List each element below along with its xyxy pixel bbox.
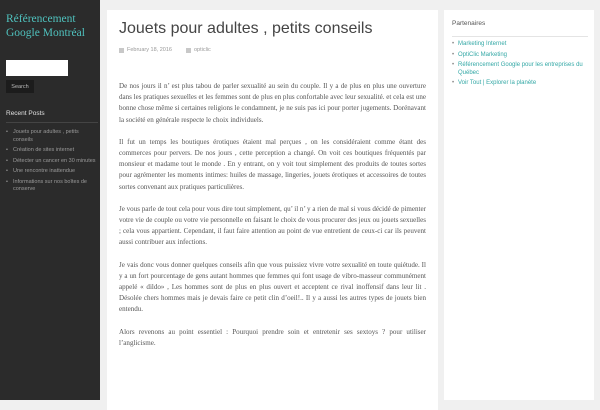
recent-post-link[interactable]: • Création de sites internet: [6, 147, 98, 155]
paragraph: De nos jours il n’ est plus tabou de parler sexualité au sein du couple. Il y a de plus en plus une ouverture dans les pratiques sexuelles et les femmes sont de plus en plus confortable avec leur sexualité. et cela est une bonne chose même si certaines religions le condamnent, je ne suis pas ici pour porter jugements. Dorénavant la société en générale respecte le choix individuels.: [119, 82, 426, 124]
partner-link[interactable]: • OptiClic Marketing: [452, 52, 592, 60]
search-button[interactable]: Search: [6, 80, 34, 93]
post-author[interactable]: opticlic: [193, 47, 211, 53]
paragraph: Je vais donc vous donner quelques conseils afin que vous puissiez vivre votre sexualité en toute quiétude. Il y a un fort pourcentage de gens autant hommes que femmes qui font usage de vibro-masseur communément appelé « dildo» , Les hommes sont de plus en plus ouvert et acceptent ce rival inoffensif dans leur lit . Désolée chers hommes mais je devais faire ce petit clin d’oeil!.. Il y a aussi les autres types de jouets bien entendu.: [119, 260, 426, 314]
recent-posts-list: [6, 129, 98, 194]
partner-link[interactable]: • Marketing Internet: [452, 41, 592, 49]
post-date[interactable]: February 18, 2016: [127, 47, 172, 53]
recent-post-link[interactable]: • Jouets pour adultes , petits conseils: [6, 129, 98, 144]
recent-post-link[interactable]: • Informations sur nos boîtes de conserve: [6, 179, 98, 194]
paragraph: Alors revenons au point essentiel : Pourquoi prendre soin et entretenir ses sextoys ? pour utiliser l’anglicisme.: [119, 327, 426, 347]
divider: [452, 36, 588, 37]
partner-link[interactable]: • Voir Tout | Explorer la planète: [452, 80, 592, 88]
post-content: [119, 81, 426, 360]
recent-posts-title: Recent Posts: [6, 110, 45, 117]
paragraph: Il fut un temps les boutiques érotiques étaient mal perçues , on les considéraient comme étant des commerces pour pervers. De nos jours , cette perception a changé. On voit ces boutiques fréquentés par monsieur et madame tout le monde . En y entrant, on y voit tout simplement des produits de toutes sortes pour agrémenter les moments intimes: huiles de massage, lingeries, jouets érotiques et accessoires de toutes sortes convenant aux pratiques particulières.: [119, 137, 426, 191]
right-sidebar: [444, 10, 594, 400]
recent-post-link[interactable]: • Une rencontre inattendue: [6, 168, 98, 176]
paragraph: Je vous parle de tout cela pour vous dire tout simplement, qu’ il n’ y a rien de mal si vous décidé de pimenter votre vie de couple ou votre vie personnelle en faisant le choix de vous procurer des jeux ou jouets sexuelles ; cela vous appartient. Cependant, il faut faire attention au point de vue entretient de ceux-ci car ils peuvent aussi contribuer aux infections.: [119, 204, 426, 247]
post-title[interactable]: Jouets pour adultes , petits conseils: [119, 20, 373, 37]
left-sidebar: [0, 0, 100, 400]
partners-list: [452, 41, 592, 91]
divider: [6, 122, 98, 123]
post-meta: [119, 47, 211, 53]
author-icon: [186, 48, 191, 53]
recent-post-link[interactable]: • Détecter un cancer en 30 minutes: [6, 158, 98, 166]
calendar-icon: [119, 48, 124, 53]
partner-link[interactable]: • Référencement Google pour les entreprises du Québec: [452, 62, 592, 77]
recent-posts-widget: [6, 110, 98, 197]
article: [107, 10, 438, 410]
site-title[interactable]: Référencement Google Montréal: [6, 13, 85, 39]
partners-title: Partenaires: [452, 20, 486, 27]
search-input[interactable]: [6, 60, 68, 76]
